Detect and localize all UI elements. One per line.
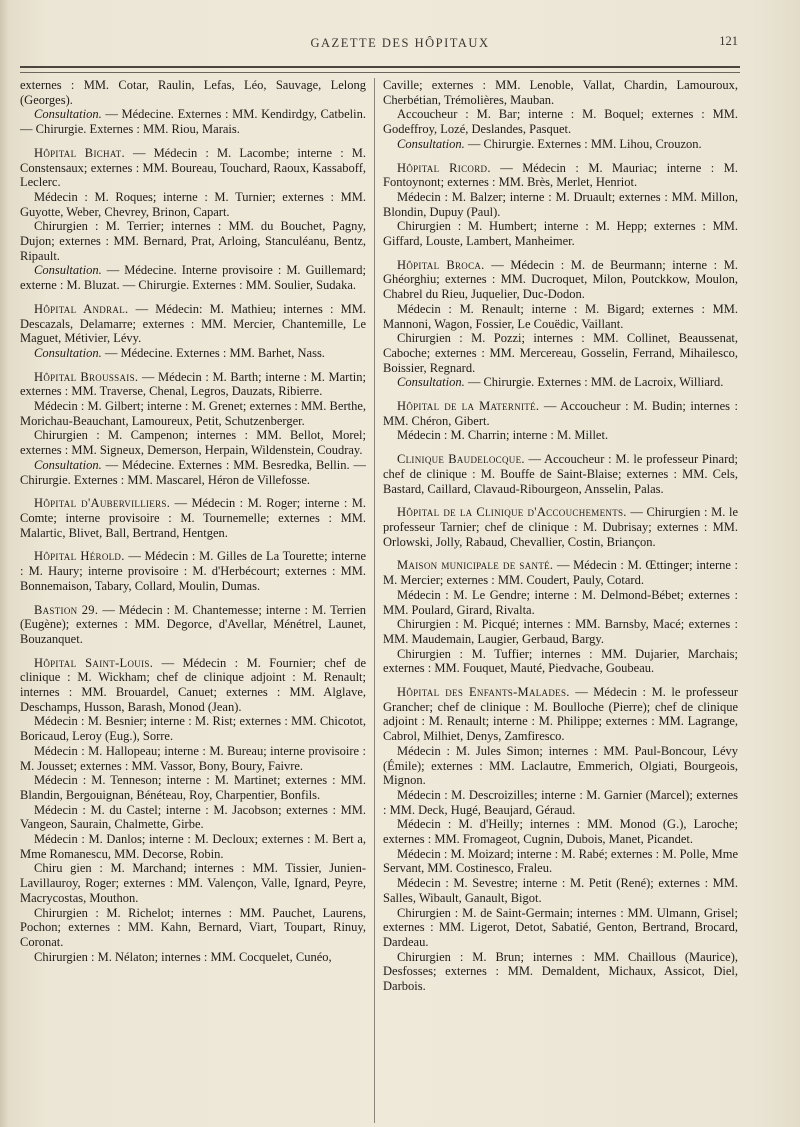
section-paragraph <box>383 505 738 549</box>
paragraph-text: Chirurgien : M. Terrier; internes : MM. du Bouchet, Pagny, Dujon; externes : MM. Bernard, Prat, Arloing, Stanculéanu, Bentz, Ripault. <box>20 219 366 263</box>
paragraph-text: — Médecine. Externes : MM. Besredka, Bellin. — Chirurgie. Externes : MM. Mascarel, Héron de Villefosse. <box>20 457 366 487</box>
paragraph <box>20 399 366 428</box>
paragraph-text: Caville; externes : MM. Lenoble, Vallat, Chardin, Lamouroux, Cherbétian, Trémolières, Mauban. <box>383 78 738 107</box>
paragraph-text: Médecin : M. Moizard; interne : M. Rabé; externes : M. Polle, Mme Servant, MM. Costinesco, Fraleu. <box>383 846 738 876</box>
paragraph <box>20 107 366 136</box>
paragraph-text: Médecin : M. Descroizilles; interne : M. Garnier (Marcel); externes : MM. Deck, Hugé, Beaujard, Géraud. <box>383 787 738 817</box>
paragraph <box>383 375 738 390</box>
paragraph <box>20 263 366 292</box>
paragraph-text: — Accoucheur : M. le professeur Pinard; chef de clinique : M. Bouffe de Saint-Blaise; externes : MM. Cels, Bastard, Caillard, Clavaud-Ribourgeon, Ansselin, Palas. <box>383 452 738 496</box>
paragraph-text: Accoucheur : M. Bar; interne : M. Boquel; externes : MM. Godeffroy, Lozé, Deslandes, Pasquet. <box>383 107 738 137</box>
consultation-label: Consultation. <box>34 107 102 122</box>
hospital-heading: Hôpital Ricord. <box>397 160 491 175</box>
paragraph <box>383 302 738 331</box>
paragraph-text: Chirurgien : M. Picqué; internes : MM. Barnsby, Macé; externes : MM. Maudemain, Laugier, Gerbaud, Bargy. <box>383 617 738 646</box>
paragraph <box>383 78 738 107</box>
paragraph-text: Chirurgien : M. Tuffier; internes : MM. Dujarier, Marchais; externes : MM. Fouquet, Mauté, Piedvache, Goubeau. <box>383 646 738 676</box>
paragraph-text: Chirurgien : M. Brun; internes : MM. Chaillous (Maurice), Desfosses; externes : MM. Demaldent, Michaux, Assicot, Diel, Darbois. <box>383 949 738 994</box>
paragraph <box>383 219 738 248</box>
paragraph-text: — Chirurgien : M. le professeur Tarnier; chef de clinique : M. Dubrisay; externes : MM. Orlowski, Jolly, Rabaud, Chevallier, Costin, Briançon. <box>383 505 739 549</box>
paragraph-text: — Médecin : M. Gilles de La Tourette; interne : M. Haury; interne provisoire : M. d'Herbécourt; externes : MM. Bonnemaison, Tabary, Collard, Moulin, Dumas. <box>20 549 367 593</box>
section-paragraph <box>20 370 366 399</box>
section-paragraph <box>20 496 366 540</box>
paragraph-text: Médecin : M. Charrin; interne : M. Millet. <box>397 428 609 443</box>
hospital-heading: Hôpital Hérold. <box>34 549 125 564</box>
paragraph-text: — Médecin : M. Roger; interne : M. Comte; interne provisoire : M. Tournemelle; externes : MM. Malartic, Blivet, Ball, Bertrand, Hentgen. <box>20 496 366 540</box>
paragraph-text: — Médecine. Externes : MM. Barhet, Nass. <box>101 345 325 360</box>
paragraph <box>383 331 738 375</box>
section-paragraph <box>383 452 738 496</box>
consultation-label: Consultation. <box>397 136 465 151</box>
paragraph-text: Chirurgien : M. Richelot; internes : MM. Pauchet, Laurens, Pochon; externes : MM. Kahn, Bernard, Viart, Toupart, Rinuy, Coronat. <box>20 905 366 949</box>
paragraph-text: Chirurgien : M. de Saint-Germain; internes : MM. Ulmann, Grisel; externes : MM. Ligerot, Detot, Sabatié, Genton, Bertrand, Brocard, Dardeau. <box>383 905 738 949</box>
paragraph-text: Médecin : M. Gilbert; interne : M. Grenet; externes : MM. Berthe, Morichau-Beauchant, Lamoureux, Petit, Schutzenberger. <box>20 399 366 428</box>
paragraph-text: Médecin : M. d'Heilly; internes : MM. Monod (G.), Laroche; externes : MM. Fromageot, Cugnin, Dubois, Manet, Picandet. <box>383 817 738 847</box>
page-number: 121 <box>719 34 738 48</box>
section-paragraph <box>383 399 738 428</box>
paragraph <box>20 346 366 361</box>
paragraph <box>383 190 738 219</box>
paragraph <box>383 950 738 994</box>
paragraph-text: — Médecin : M. le professeur Grancher; chef de clinique : M. Boulloche (Pierre); chef de clinique adjoint : M. Renault; interne : M. Philippe; externes : MM. Lagrange, Cabrol, Milhiet, Denys, Zamfiresco. <box>383 685 738 744</box>
section-paragraph <box>20 549 366 593</box>
hospital-heading: Maison municipale de santé. <box>397 558 554 573</box>
paragraph <box>20 950 366 965</box>
journal-title: GAZETTE DES HÔPITAUX <box>310 36 490 50</box>
paragraph-text: — Chirurgie. Externes : MM. Lihou, Crouzon. <box>464 136 702 151</box>
consultation-label: Consultation. <box>34 345 102 360</box>
paragraph-text: — Médecin: M. Mathieu; internes : MM. Descazals, Delamarre; externes : MM. Mercier, Chantemille, Le Maguet, Métivier, Lévy. <box>20 301 366 346</box>
consultation-label: Consultation. <box>34 263 102 278</box>
paragraph-text: Médecin : M. Renault; interne : M. Bigard; externes : MM. Mannoni, Wagon, Fossier, Le Couëdic, Vaillant. <box>383 301 738 331</box>
section-paragraph <box>20 603 366 647</box>
page-header <box>0 36 800 56</box>
paragraph <box>383 817 738 846</box>
hospital-heading: Hôpital d'Aubervilliers. <box>34 496 171 511</box>
paragraph <box>20 744 366 773</box>
paragraph <box>20 190 366 219</box>
paragraph <box>20 861 366 905</box>
paragraph-text: Médecin : M. Besnier; interne : M. Rist; externes : MM. Chicotot, Boricaud, Leroy (Eug.), Sorre. <box>20 714 366 744</box>
paragraph-text: Médecin : M. Balzer; interne : M. Druault; externes : MM. Millon, Blondin, Dupuy (Paul). <box>383 189 738 219</box>
paragraph <box>383 588 738 617</box>
paragraph <box>20 773 366 802</box>
hospital-heading: Hôpital de la Maternité. <box>397 399 540 414</box>
paragraph <box>20 428 366 457</box>
paragraph-text: externes : MM. Cotar, Raulin, Lefas, Léo, Sauvage, Lelong (Georges). <box>20 78 366 107</box>
paragraph <box>383 647 738 676</box>
paragraph <box>383 617 738 646</box>
hospital-heading: Hôpital Broca. <box>397 257 485 272</box>
paragraph <box>20 803 366 832</box>
paragraph-text: Chirurgien : M. Campenon; internes : MM. Bellot, Morel; externes : MM. Signeux, Demerson, Herpain, Wildenstein, Coudray. <box>20 428 366 458</box>
paragraph-text: — Chirurgie. Externes : MM. de Lacroix, Williard. <box>464 375 724 390</box>
section-paragraph <box>383 685 738 744</box>
right-column <box>383 78 738 994</box>
page-binding-edge <box>0 0 10 1127</box>
hospital-heading: Clinique Baudelocque. <box>397 452 525 467</box>
paragraph-text: Médecin : M. Danlos; interne : M. Decloux; externes : M. Bert a, Mme Romanescu, MM. Decorse, Robin. <box>20 832 366 861</box>
hospital-heading: Hôpital Bichat. <box>34 145 125 160</box>
paragraph-text: Médecin : M. Hallopeau; interne : M. Bureau; interne provisoire : M. Jousset; externes : MM. Vassor, Bony, Boury, Faivre. <box>20 743 366 773</box>
paragraph-text: — Médecine. Interne provisoire : M. Guillemard; externe : M. Bluzat. — Chirurgie. Externes : MM. Soulier, Sudaka. <box>20 263 366 293</box>
section-paragraph <box>383 558 738 587</box>
paragraph <box>20 219 366 263</box>
hospital-heading: Bastion 29. <box>34 602 99 617</box>
paragraph <box>20 458 366 487</box>
hospital-heading: Hôpital des Enfants-Malades. <box>397 685 570 700</box>
header-rule-thin <box>20 72 740 73</box>
paragraph <box>383 788 738 817</box>
paragraph-text: Médecin : M. du Castel; interne : M. Jacobson; externes : MM. Vangeon, Saurain, Chalmette, Girbe. <box>20 802 366 832</box>
section-paragraph <box>20 302 366 346</box>
section-paragraph <box>383 258 738 302</box>
paragraph-text: Chirurgien : M. Humbert; interne : M. Hepp; externes : MM. Giffard, Louste, Lambert, Manheimer. <box>383 219 738 249</box>
consultation-label: Consultation. <box>34 457 102 472</box>
paragraph <box>20 832 366 861</box>
paragraph <box>383 847 738 876</box>
paragraph <box>20 906 366 950</box>
paragraph <box>20 78 366 107</box>
paragraph-text: — Médecin : M. de Beurmann; interne : M. Ghéorghiu; externes : MM. Ducroquet, Milon, Poutckkow, Moulon, Chabrel du Rieu, Juquelier, Duc-Dodon. <box>383 257 738 302</box>
paragraph <box>383 137 738 152</box>
paragraph-text: Médecin : M. Tenneson; interne : M. Martinet; externes : MM. Blandin, Bergouignan, Bénéteau, Roy, Charpentier, Bonfils. <box>20 773 366 802</box>
section-paragraph <box>20 656 366 715</box>
paragraph-text: Chiru gien : M. Marchand; internes : MM. Tissier, Junien-Lavillauroy, Roger; externes : MM. Valençon, Valle, Ignard, Peyre, Macrycostas, Mouthon. <box>20 861 366 905</box>
column-divider <box>374 78 375 1123</box>
section-paragraph <box>20 146 366 190</box>
paragraph <box>383 744 738 788</box>
section-paragraph <box>383 161 738 190</box>
hospital-heading: Hôpital de la Clinique d'Accouchements. <box>397 505 627 520</box>
hospital-heading: Hôpital Andral. <box>34 301 129 316</box>
paragraph-text: — Médecin : M. Œttinger; interne : M. Mercier; externes : MM. Coudert, Pauly, Cotard. <box>383 558 738 588</box>
paragraph-text: — Médecin : M. Fournier; chef de clinique : M. Wickham; chef de clinique adjoint : M. Renault; internes : MM. Brouardel, Canuet; externes : MM. Alglave, Deschamps, Husson, Barash, Monod (Jean). <box>20 655 366 714</box>
hospital-heading: Hôpital Broussais. <box>34 369 139 384</box>
paragraph-text: Médecin : M. Sevestre; interne : M. Petit (René); externes : MM. Salles, Wibault, Ganault, Bigot. <box>383 876 738 905</box>
paragraph-text: — Médecin : M. Chantemesse; interne : M. Terrien (Eugène); externes : MM. Degorce, d'Avellar, Ménétrel, Launet, Bouzanquet. <box>20 602 366 646</box>
paragraph-text: — Médecine. Externes : MM. Kendirdgy, Catbelin. — Chirurgie. Externes : MM. Riou, Marais. <box>20 107 366 137</box>
paragraph-text: Chirurgien : M. Nélaton; internes : MM. Cocquelet, Cunéo, <box>34 949 332 964</box>
paragraph <box>383 876 738 905</box>
paragraph-text: — Médecin : M. Lacombe; interne : M. Constensaux; externes : MM. Boureau, Touchard, Raoux, Kassaboff, Leclerc. <box>20 145 367 190</box>
consultation-label: Consultation. <box>397 375 465 390</box>
left-column <box>20 78 366 964</box>
paragraph-text: Médecin : M. Roques; interne : M. Turnier; externes : MM. Guyotte, Weber, Chevrey, Brinon, Capart. <box>20 189 366 219</box>
paragraph-text: — Accoucheur : M. Budin; internes : MM. Chéron, Gibert. <box>383 399 738 428</box>
paragraph-text: Médecin : M. Jules Simon; internes : MM. Paul-Boncour, Lévy (Émile); externes : MM. Laclautre, Emmerich, Olgiati, Bourgeois, Mignon. <box>383 743 738 788</box>
paragraph <box>383 906 738 950</box>
paragraph <box>383 107 738 136</box>
paragraph-text: Médecin : M. Le Gendre; interne : M. Delmond-Bébet; externes : MM. Poulard, Girard, Rivalta. <box>383 587 738 617</box>
paragraph <box>20 714 366 743</box>
paragraph-text: Chirurgien : M. Pozzi; internes : MM. Collinet, Beaussenat, Caboche; externes : MM. Mercereau, Gosselin, Ferrand, Mihailesco, Boissier, Regnard. <box>383 331 738 375</box>
paragraph-text: — Médecin : M. Barth; interne : M. Martin; externes : MM. Traverse, Chenal, Legros, Dauzats, Ribierre. <box>20 369 366 399</box>
paragraph <box>383 428 738 443</box>
hospital-heading: Hôpital Saint-Louis. <box>34 655 154 670</box>
header-rule-thick <box>20 66 740 68</box>
paragraph-text: — Médecin : M. Mauriac; interne : M. Fontoynont; externes : MM. Brès, Merlet, Henriot. <box>383 160 738 190</box>
